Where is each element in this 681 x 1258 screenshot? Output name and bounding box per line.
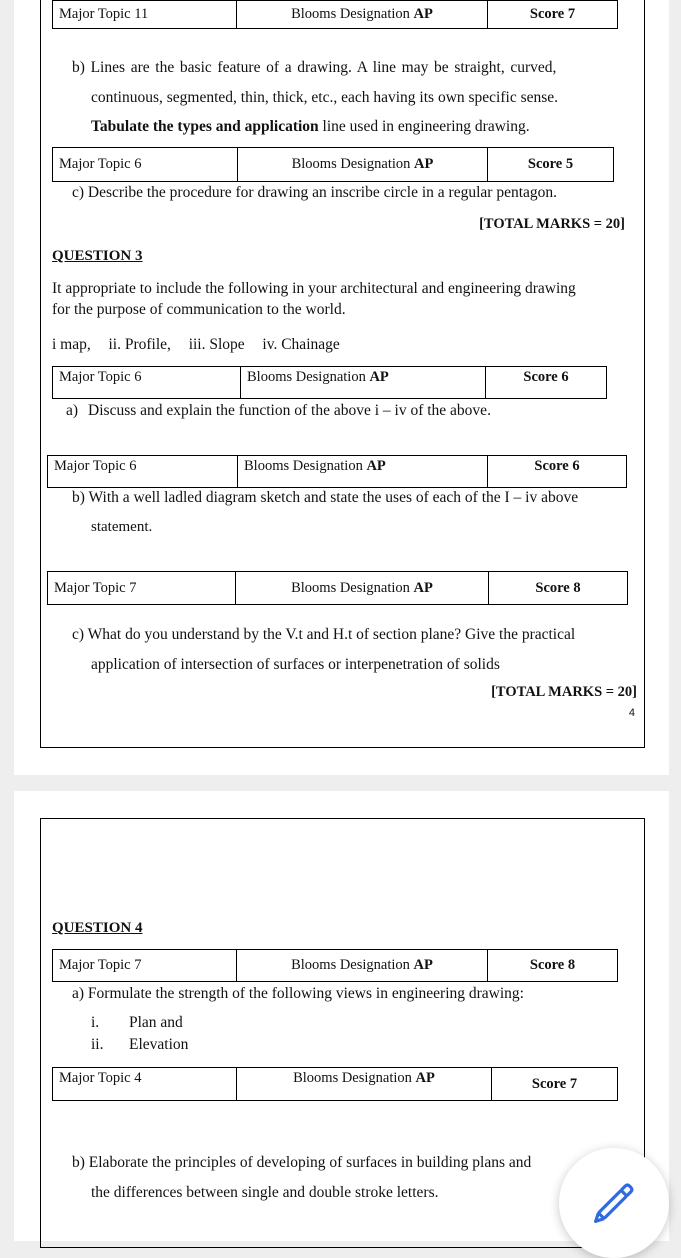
meta-table-q3a [52, 366, 607, 399]
q3-items [52, 335, 340, 354]
q2b-line-3: Tabulate the types and application line used in engineering drawing. [91, 118, 530, 135]
blooms-cell: Blooms Designation AP [238, 456, 488, 488]
blooms-cell: Blooms Designation AP [236, 572, 489, 605]
major-topic-cell: Major Topic 6 [53, 367, 241, 399]
page-number: 4 [628, 707, 635, 719]
q3c-line-1: c) What do you understand by the V.t and H.t of section plane? Give the practical [72, 626, 576, 643]
blooms-cell: Blooms Designation AP [241, 367, 486, 399]
major-topic-cell: Major Topic 6 [53, 148, 238, 182]
major-topic-cell: Major Topic 11 [53, 1, 237, 29]
pencil-icon [559, 1148, 669, 1258]
q3b-line-2: statement. [91, 519, 153, 535]
item-profile: ii. Profile, [108, 336, 171, 353]
score-cell: Score 7 [492, 1068, 618, 1101]
score-cell: Score 7 [488, 1, 618, 29]
q2b-line-2: continuous, segmented, thin, thick, etc., each having its own specific sense. [91, 89, 559, 106]
q3-intro-line-1: It appropriate to include the following in your architectural and engineering drawing [52, 280, 576, 297]
major-topic-cell: Major Topic 4 [53, 1068, 237, 1101]
score-cell: Score 6 [488, 456, 627, 488]
major-topic-cell: Major Topic 6 [48, 456, 238, 488]
score-cell: Score 8 [489, 572, 628, 605]
meta-table-q3b [47, 455, 627, 488]
question-3-heading: QUESTION 3 [52, 248, 143, 264]
q3-intro-line-2: for the purpose of communication to the world. [52, 301, 346, 318]
blooms-cell: Blooms Designation AP [238, 148, 488, 182]
q3a-text: a) Discuss and explain the function of the above i – iv of the above. [66, 402, 491, 419]
question-4-heading: QUESTION 4 [52, 920, 143, 936]
meta-table-q4a [52, 949, 618, 982]
item-slope: iii. Slope [188, 336, 245, 353]
blooms-cell: Blooms Designation AP [237, 1068, 492, 1101]
q3b-line-1: b) With a well ladled diagram sketch and state the uses of each of the I – iv above [72, 489, 579, 506]
meta-table-q2a [52, 0, 618, 29]
score-cell: Score 8 [488, 950, 618, 982]
item-map: i map, [52, 336, 91, 353]
meta-table-q4b [52, 1067, 618, 1101]
score-cell: Score 6 [486, 367, 607, 399]
item-chainage: iv. Chainage [262, 336, 340, 353]
total-marks-q2: [TOTAL MARKS = 20] [479, 216, 625, 232]
major-topic-cell: Major Topic 7 [48, 572, 236, 605]
blooms-cell: Blooms Designation AP [237, 1, 488, 29]
q4-view-1: i. Plan and [91, 1014, 183, 1031]
major-topic-cell: Major Topic 7 [53, 950, 237, 982]
meta-table-q3c [47, 571, 628, 605]
q2c-text: c) Describe the procedure for drawing an inscribe circle in a regular pentagon. [72, 184, 558, 201]
q4b-line-1: b) Elaborate the principles of developing of surfaces in building plans and [72, 1154, 532, 1171]
q3c-line-2: application of intersection of surfaces or interpenetration of solids [91, 656, 500, 673]
q4a-text: a) Formulate the strength of the following views in engineering drawing: [72, 985, 524, 1002]
score-cell: Score 5 [488, 148, 614, 182]
meta-table-q2b [52, 147, 614, 182]
q4-view-2: ii. Elevation [91, 1036, 189, 1053]
edit-fab-button[interactable] [559, 1148, 669, 1258]
blooms-cell: Blooms Designation AP [237, 950, 488, 982]
q2b-line-1: b) Lines are the basic feature of a drawing. A line may be straight, curved, [72, 59, 557, 76]
total-marks-q3: [TOTAL MARKS = 20] [491, 684, 637, 700]
q4b-line-2: the differences between single and double stroke letters. [91, 1184, 439, 1201]
